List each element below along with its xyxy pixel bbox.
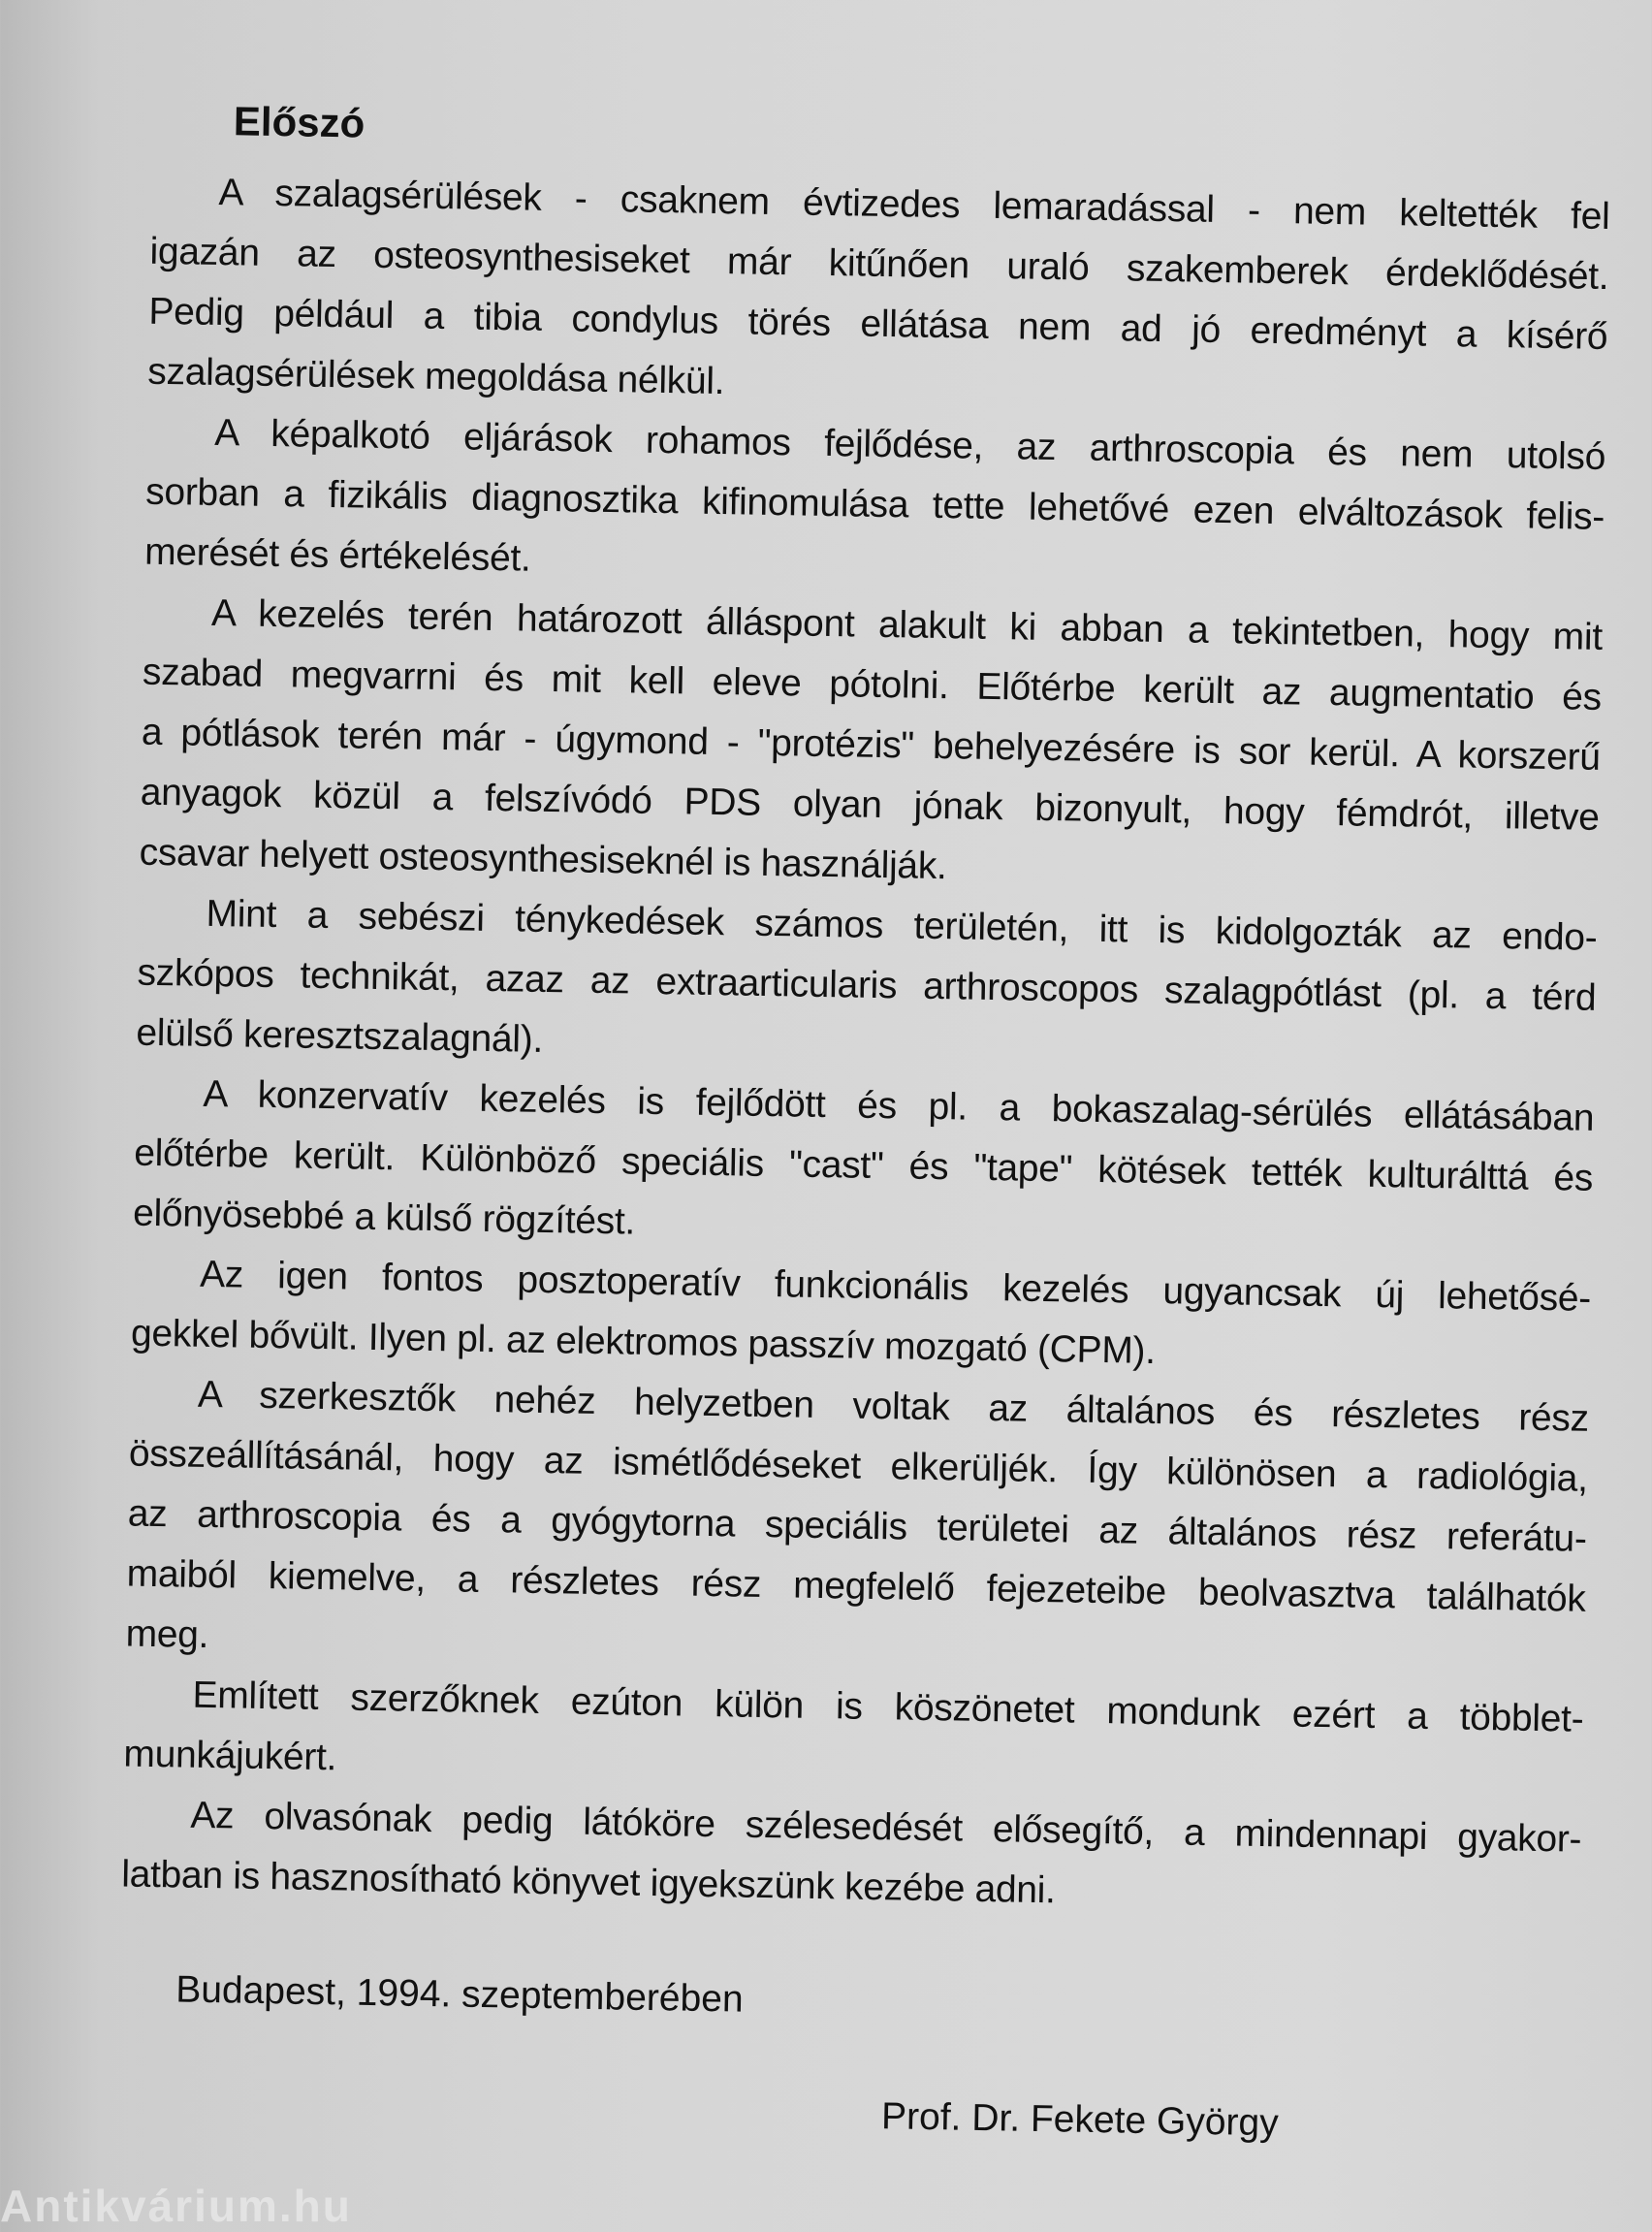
text-line: Az olvasónak pedig látóköre szélesedését elősegítő, a mindennapi gyakor- xyxy=(190,1794,1582,1861)
text-line: szkópos technikát, azaz az extraarticularis arthroscopos szalagpótlást (pl. a térd xyxy=(137,951,1597,1019)
text-line: A szalagsérülések - csaknem évtizedes lemaradással - nem keltették fel xyxy=(218,171,1610,239)
text-line: Említett szerzőknek ezúton külön is köszönetet mondunk ezért a többlet- xyxy=(192,1674,1584,1740)
text-line: latban is hasznosítható könyvet igyekszünk kezébe adni. xyxy=(120,1853,1057,1912)
watermark: Antikvárium.hu xyxy=(0,2181,352,2231)
text-line: A szerkesztők nehéz helyzetben voltak az általános és részletes rész xyxy=(197,1373,1590,1440)
text-line: Az igen fontos posztoperatív funkcionális kezelés ugyancsak új lehetősé- xyxy=(199,1253,1592,1320)
text-line: gekkel bővült. Ilyen pl. az elektromos passzív mozgató (CPM). xyxy=(130,1312,1157,1373)
text-line: A képalkotó eljárások rohamos fejlődése, az arthroscopia és nem utolsó xyxy=(213,411,1606,478)
paragraph xyxy=(139,583,1603,909)
text-line: merését és értékelését. xyxy=(143,530,531,580)
text-line: igazán az osteosynthesiseket már kitűnően uraló szakemberek érdeklődését. xyxy=(149,230,1609,298)
text-line: anyagok közül a felszívódó PDS olyan jónak bizonyult, hogy fémdrót, illetve xyxy=(140,771,1600,839)
text-line: A kezelés terén határozott álláspont alakult ki abban a tekintetben, hogy mit xyxy=(210,591,1604,658)
paragraph xyxy=(125,1364,1589,1690)
text-line: csavar helyett osteosynthesiseknél is használják. xyxy=(139,831,947,888)
text-line: munkájukért. xyxy=(123,1733,337,1779)
paragraph xyxy=(144,402,1606,608)
text-line: az arthroscopia és a gyógytorna speciális területei az általános rész referátu- xyxy=(127,1492,1587,1560)
text-line: a pótlások terén már - úgymond - "protézis" behelyezésére is sor kerül. A korszerű xyxy=(141,711,1602,779)
text-line: maiból kiemelve, a részletes rész megfelelő fejezeteibe beolvasztva találhatók xyxy=(126,1552,1586,1620)
text-line: Mint a sebészi ténykedések számos területén, itt is kidolgozták az endo- xyxy=(206,892,1598,959)
text-line: meg. xyxy=(125,1612,209,1657)
text-line: Pedig például a tibia condylus törés ellátása nem ad jó eredményt a kísérő xyxy=(148,290,1608,358)
paragraph xyxy=(133,1064,1595,1269)
text-line: előtérbe került. Különböző speciális "cast" és "tape" kötések tették kulturálttá és xyxy=(133,1132,1594,1199)
text-line: A konzervatív kezelés is fejlődött és pl. a bokaszalag-sérülés ellátásában xyxy=(203,1072,1595,1139)
text-line: összeállításánál, hogy az ismétlődéseket elkerüljék. Így különösen a radiológia, xyxy=(128,1432,1589,1500)
paragraph xyxy=(147,162,1610,428)
text-line: sorban a fizikális diagnosztika kifinomulása tette lehetővé ezen elváltozások felis- xyxy=(144,470,1605,538)
signature: Prof. Dr. Fekete György xyxy=(880,2095,1280,2145)
text-line: szabad megvarrni és mit kell eleve pótolni. Előtérbe került az augmentatio és xyxy=(142,651,1603,718)
paragraph xyxy=(136,883,1598,1089)
paragraph xyxy=(121,1784,1582,1929)
text-line: előnyösebbé a külső rögzítést. xyxy=(132,1192,636,1243)
text-line: szalagsérülések megoldása nélkül. xyxy=(147,350,725,403)
text-line: elülső keresztszalagnál). xyxy=(136,1011,544,1061)
date-line: Budapest, 1994. szeptemberében xyxy=(175,1968,744,2021)
preface-body xyxy=(121,162,1610,1930)
page-title: Előszó xyxy=(233,98,365,146)
